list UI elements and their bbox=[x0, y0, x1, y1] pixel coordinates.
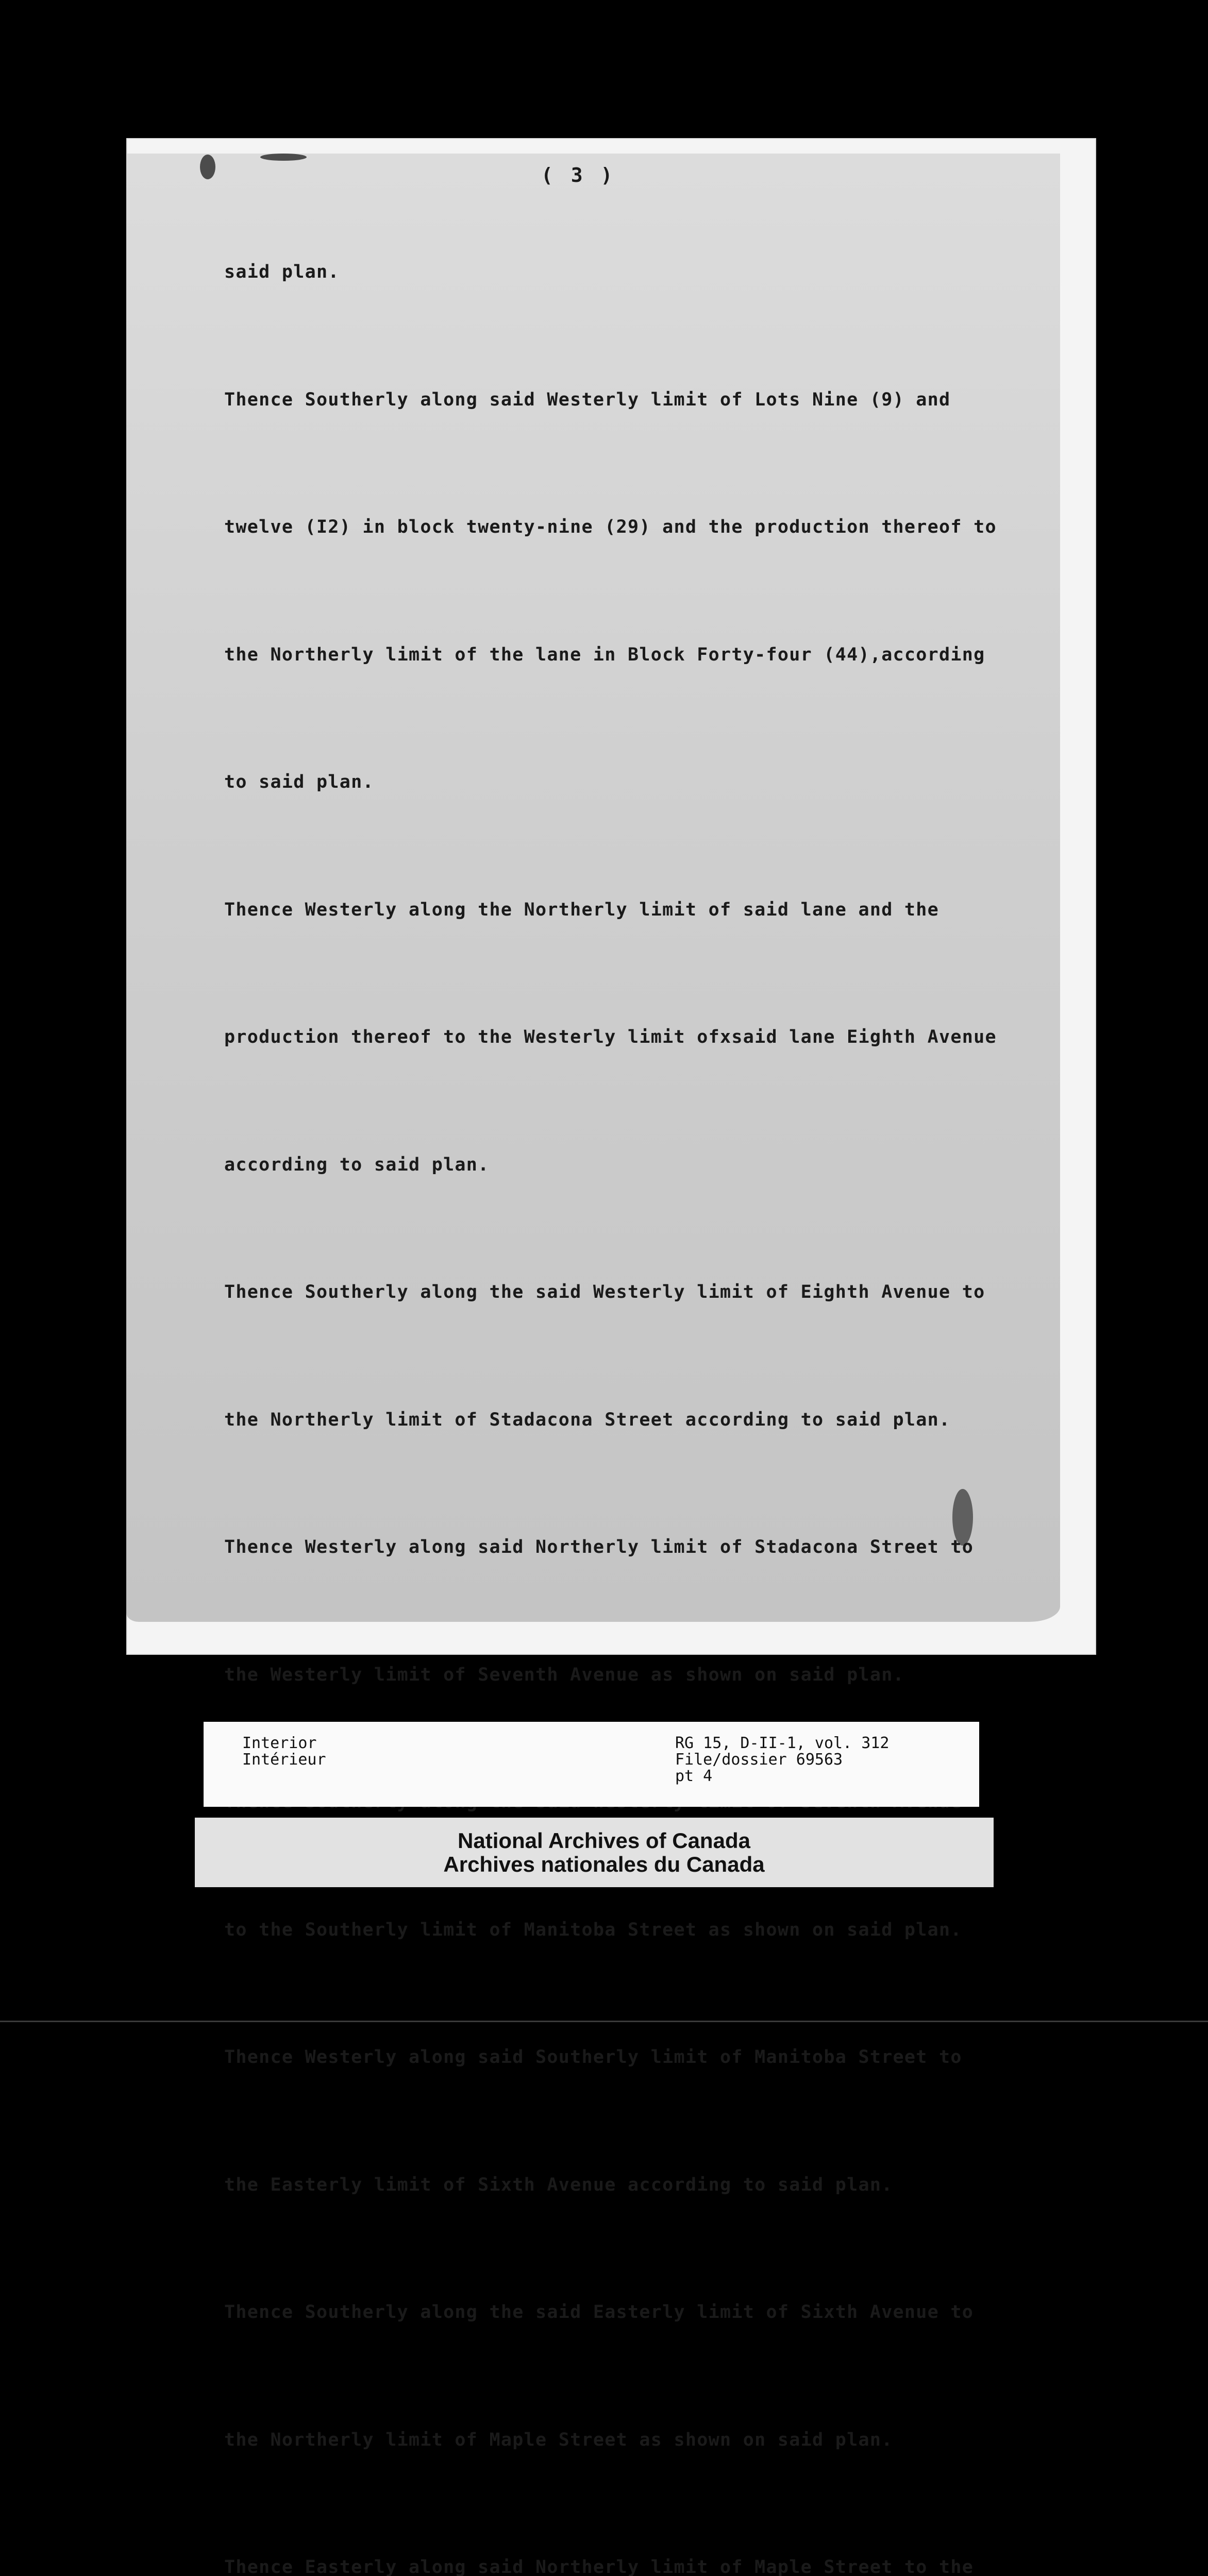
text-line: the Easterly limit of Sixth Avenue according to said plan. bbox=[224, 2174, 893, 2195]
department-fr: Intérieur bbox=[242, 1751, 326, 1769]
text-line: to said plan. bbox=[224, 772, 374, 792]
text-line: the Northerly limit of the lane in Block Forty-four (44),according bbox=[224, 644, 985, 665]
text-line: Thence Southerly along the said Westerly limit of Eighth Avenue to bbox=[224, 1282, 985, 1302]
text-line: said plan. bbox=[224, 262, 340, 282]
text-line: Thence Westerly along said Northerly limit of Stadacona Street to bbox=[224, 1537, 974, 1557]
text-line: production thereof to the Westerly limit ofxsaid lane Eighth Avenue bbox=[224, 1027, 997, 1047]
department-en: Interior bbox=[242, 1734, 317, 1752]
text-line: Thence Westerly along the Northerly limit of said lane and the bbox=[224, 899, 939, 920]
ink-smudge bbox=[200, 155, 215, 179]
text-line: Thence Westerly along said Southerly limit of Manitoba Street to bbox=[224, 2047, 962, 2067]
ink-smudge bbox=[260, 154, 307, 161]
text-line: Thence Southerly along said Westerly limit of Lots Nine (9) and bbox=[224, 389, 951, 410]
page-number: ( 3 ) bbox=[541, 164, 616, 187]
text-line: the Northerly limit of Maple Street as shown on said plan. bbox=[224, 2429, 893, 2450]
file-number: File/dossier 69563 bbox=[675, 1751, 843, 1769]
text-line: to the Southerly limit of Manitoba Street as shown on said plan. bbox=[224, 1919, 962, 1940]
archive-name bbox=[0, 1829, 1208, 1876]
text-line: according to said plan. bbox=[224, 1154, 490, 1175]
department-label bbox=[242, 1735, 326, 1768]
archive-name-fr: Archives nationales du Canada bbox=[443, 1852, 765, 1876]
text-line: Thence Easterly along said Northerly limit of Maple Street to the bbox=[224, 2557, 974, 2576]
record-group: RG 15, D-II-1, vol. 312 bbox=[675, 1734, 890, 1752]
part-number: pt 4 bbox=[675, 1767, 713, 1785]
file-reference bbox=[675, 1735, 889, 1785]
text-line: the Northerly limit of Stadacona Street according to said plan. bbox=[224, 1409, 951, 1430]
bottom-divider bbox=[0, 2021, 1208, 2022]
text-line: Thence Southerly along the said Easterly limit of Sixth Avenue to bbox=[224, 2302, 974, 2323]
archive-name-en: National Archives of Canada bbox=[458, 1828, 750, 1853]
text-line: the Westerly limit of Seventh Avenue as shown on said plan. bbox=[224, 1664, 904, 1685]
typed-text bbox=[224, 166, 1049, 2576]
text-line: twelve (I2) in block twenty-nine (29) and the production thereof to bbox=[224, 517, 997, 537]
